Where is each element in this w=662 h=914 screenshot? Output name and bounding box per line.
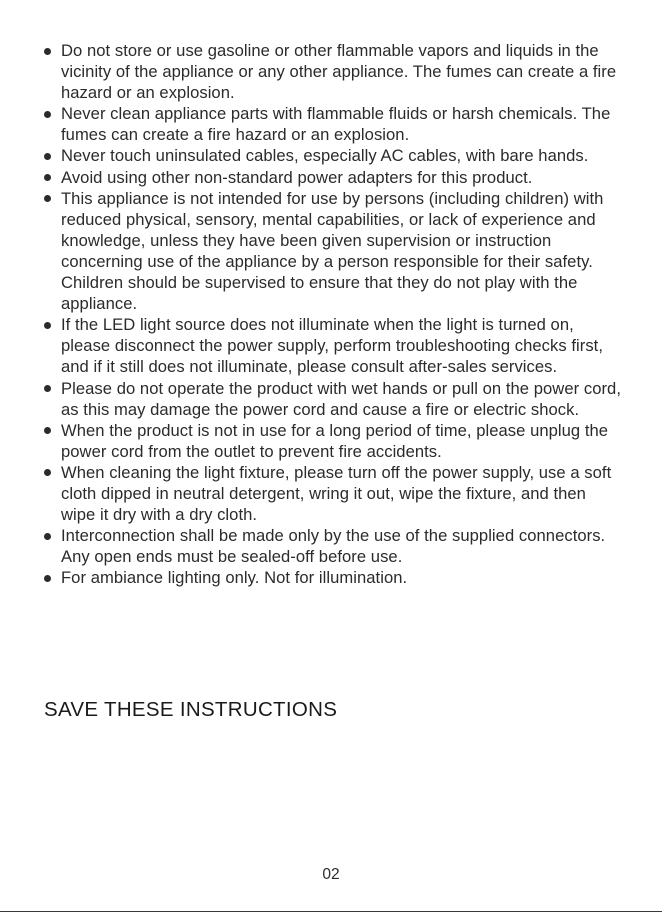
page-number: 02 [322, 866, 340, 883]
list-item [44, 567, 624, 588]
safety-note-text: This appliance is not intended for use by persons (including children) with reduced physical, sensory, mental capabilities, or lack of experience and knowledge, unless they have been given supervision or instruction concerning use of the appliance by a person responsible for their safety. Children should be supervised to ensure that they do not play with the appliance. [61, 188, 604, 314]
bullet-icon [44, 322, 51, 329]
bullet-icon [44, 575, 51, 582]
list-item [44, 462, 624, 525]
bullet-icon [44, 195, 51, 202]
safety-note-text: Avoid using other non-standard power adapters for this product. [61, 167, 533, 187]
list-item [44, 314, 624, 377]
bullet-icon [44, 427, 51, 434]
list-item [44, 103, 624, 145]
bullet-icon [44, 533, 51, 540]
safety-note-text: Never touch uninsulated cables, especially AC cables, with bare hands. [61, 146, 589, 166]
safety-note-text: For ambiance lighting only. Not for illumination. [61, 568, 408, 588]
safety-note-text: Never clean appliance parts with flammable fluids or harsh chemicals. The fumes can create a fire hazard or an explosion. [61, 104, 611, 145]
bullet-icon [44, 48, 51, 55]
list-item [44, 167, 624, 188]
list-item [44, 40, 624, 103]
bottom-divider [0, 911, 662, 912]
safety-note-text: Interconnection shall be made only by the use of the supplied connectors. Any open ends must be sealed-off before use. [61, 526, 606, 567]
list-item [44, 420, 624, 462]
list-item [44, 525, 624, 567]
safety-note-text: Do not store or use gasoline or other flammable vapors and liquids in the vicinity of the appliance or any other appliance. The fumes can create a fire hazard or an explosion. [61, 41, 617, 103]
safety-notes-list [44, 40, 624, 588]
safety-note-text: Please do not operate the product with wet hands or pull on the power cord, as this may damage the power cord and cause a fire or electric shock. [61, 378, 621, 419]
bullet-icon [44, 385, 51, 392]
save-instructions-heading: SAVE THESE INSTRUCTIONS [44, 698, 338, 721]
list-item [44, 378, 624, 420]
safety-note-text: If the LED light source does not illuminate when the light is turned on, please disconnect the power supply, perform troubleshooting checks first, and if it still does not illuminate, please consult after-sales services. [61, 315, 603, 377]
bullet-icon [44, 111, 51, 118]
list-item [44, 145, 624, 166]
bullet-icon [44, 174, 51, 181]
list-item [44, 188, 624, 315]
safety-note-text: When cleaning the light fixture, please turn off the power supply, use a soft cloth dipped in neutral detergent, wring it out, wipe the fixture, and then wipe it dry with a dry cloth. [61, 462, 612, 525]
bullet-icon [44, 153, 51, 160]
bullet-icon [44, 469, 51, 476]
safety-note-text: When the product is not in use for a long period of time, please unplug the power cord from the outlet to prevent fire accidents. [61, 420, 609, 461]
